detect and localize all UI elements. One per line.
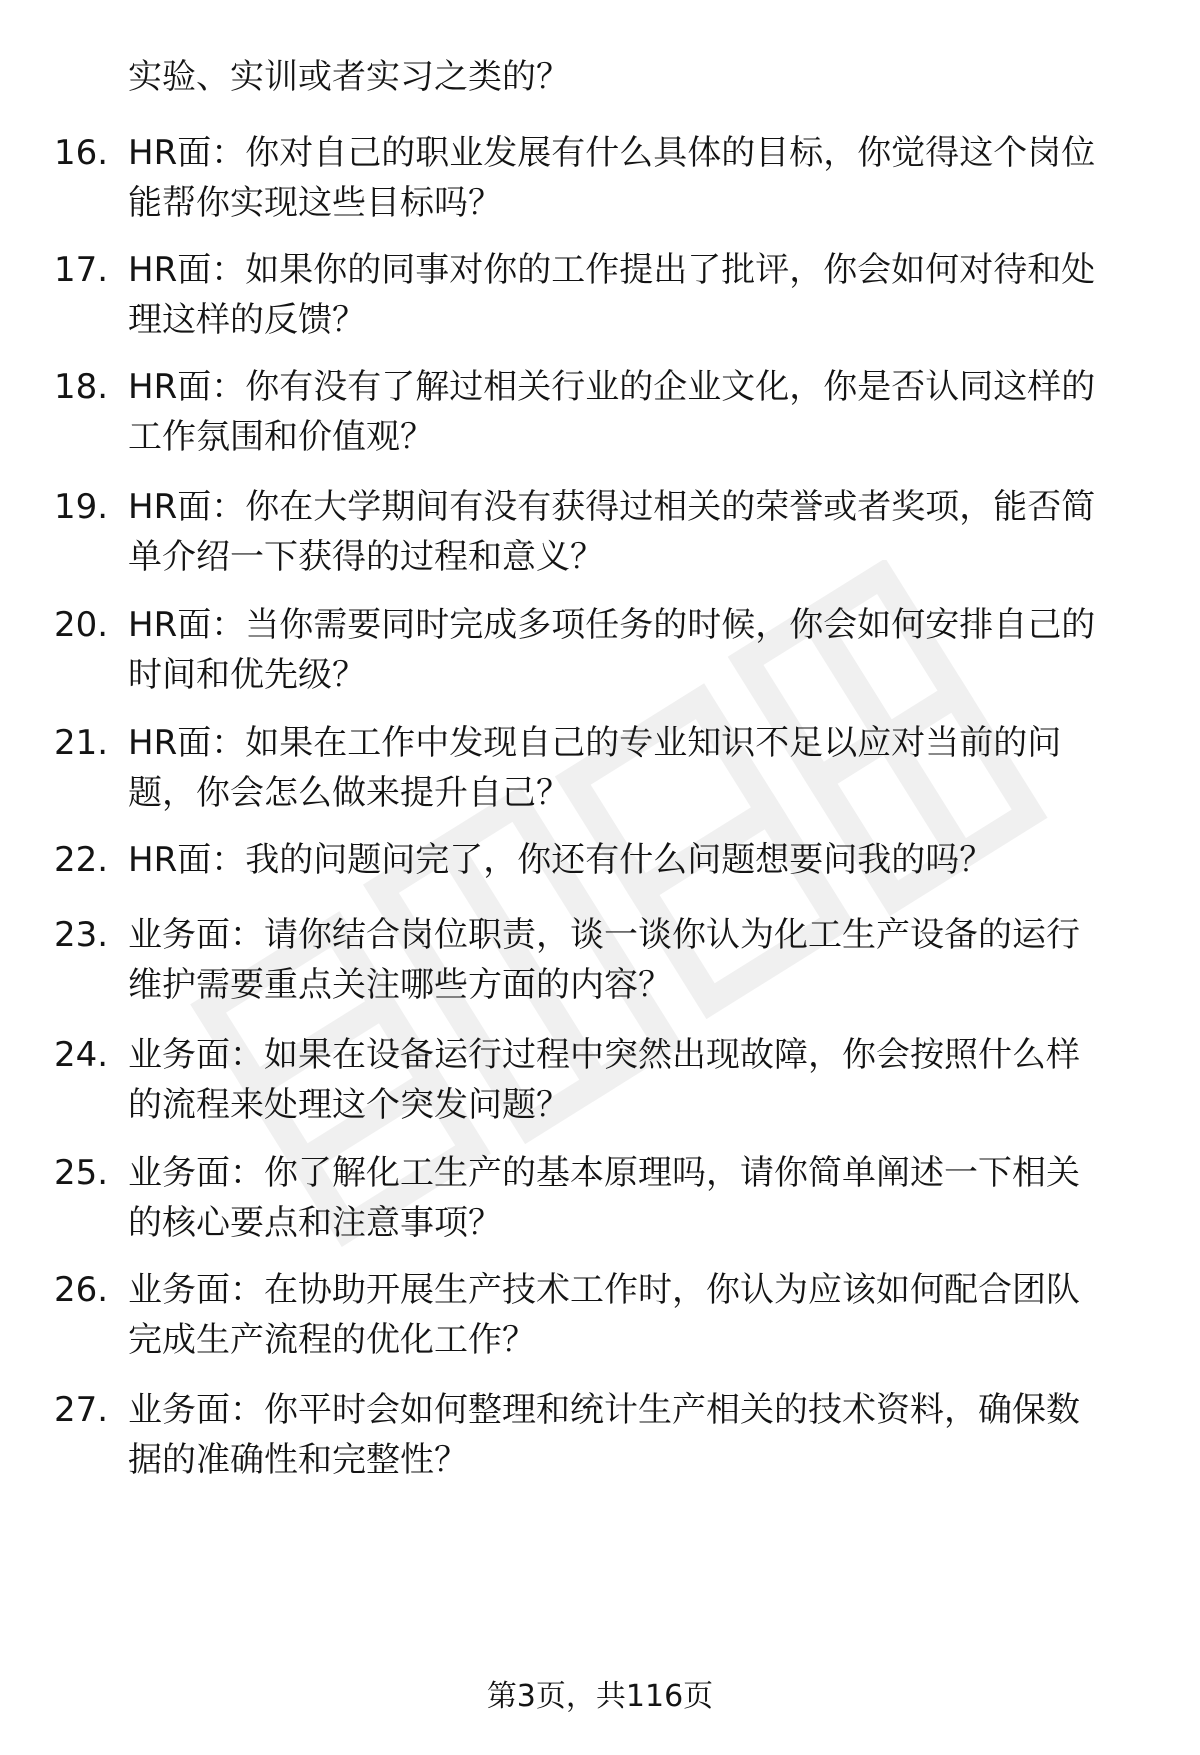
page-number-label: 第3页，共116页 [486,1679,714,1714]
question-text-line1: 业务面：你了解化工生产的基本原理吗，请你简单阐述一下相关 [128,1153,1080,1193]
question-text-line2: 据的准确性和完整性？ [128,1440,468,1480]
question-text-line2: 理这样的反馈？ [128,300,366,340]
question-number: 23. [54,915,109,955]
question-number: 22. [54,840,109,880]
question-text-line1: 业务面：请你结合岗位职责，谈一谈你认为化工生产设备的运行 [128,915,1080,955]
question-number: 26. [54,1270,109,1310]
question-number: 16. [54,133,109,173]
question-text-line2: 的核心要点和注意事项？ [128,1203,502,1243]
question-number: 27. [54,1390,109,1430]
question-number: 25. [54,1153,109,1193]
question-text-line2: 工作氛围和价值观？ [128,417,434,457]
question-text-line2: 的流程来处理这个突发问题？ [128,1085,570,1125]
question-text-line2: 能帮你实现这些目标吗？ [128,183,502,223]
page-footer [0,1675,1200,1719]
question-number: 20. [54,605,109,645]
question-text-line2: 单介绍一下获得的过程和意义？ [128,537,604,577]
question-text-line1: 业务面：如果在设备运行过程中突然出现故障，你会按照什么样 [128,1035,1080,1075]
question-number: 17. [54,250,109,290]
question-number: 24. [54,1035,109,1075]
question-text-line2: 时间和优先级？ [128,655,366,695]
question-text-line1: 业务面：你平时会如何整理和统计生产相关的技术资料，确保数 [128,1390,1080,1430]
question-text-line1: HR面：你在大学期间有没有获得过相关的荣誉或者奖项，能否简 [128,487,1096,527]
question-text-line1: HR面：当你需要同时完成多项任务的时候，你会如何安排自己的 [128,605,1096,645]
question-number: 19. [54,487,109,527]
question-text-line2: 完成生产流程的优化工作？ [128,1320,536,1360]
question-text-line1: HR面：你有没有了解过相关行业的企业文化，你是否认同这样的 [128,367,1096,407]
question-text-line2: 题，你会怎么做来提升自己？ [128,773,570,813]
question-text-line1: HR面：你对自己的职业发展有什么具体的目标，你觉得这个岗位 [128,133,1096,173]
question-text-line1: HR面：我的问题问完了，你还有什么问题想要问我的吗？ [128,840,994,880]
question-text-line1: HR面：如果你的同事对你的工作提出了批评，你会如何对待和处 [128,250,1096,290]
continuation-line: 实验、实训或者实习之类的？ [128,57,570,97]
question-text-line2: 维护需要重点关注哪些方面的内容？ [128,965,672,1005]
question-number: 21. [54,723,109,763]
question-number: 18. [54,367,109,407]
question-text-line1: 业务面：在协助开展生产技术工作时，你认为应该如何配合团队 [128,1270,1080,1310]
question-text-line1: HR面：如果在工作中发现自己的专业知识不足以应对当前的问 [128,723,1062,763]
